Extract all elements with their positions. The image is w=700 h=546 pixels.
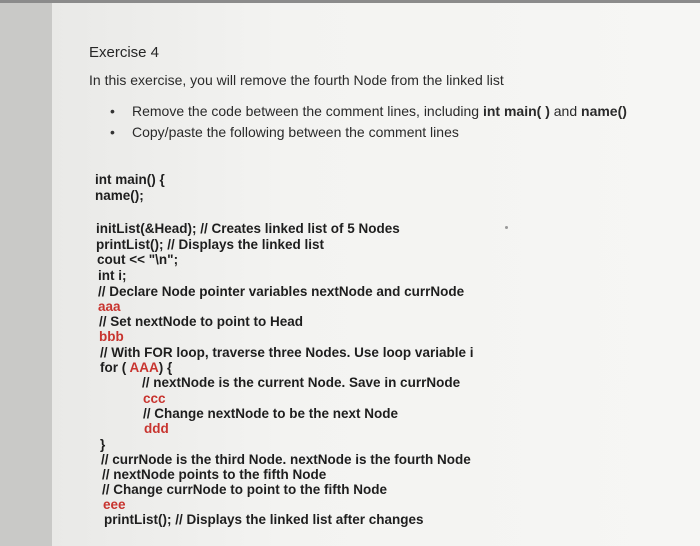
exercise-heading: Exercise 4	[89, 44, 160, 61]
code-placeholder-ccc: ccc	[143, 391, 166, 406]
instruction-keyword-name: name()	[581, 103, 627, 119]
code-line: // nextNode is the current Node. Save in currNode	[142, 375, 461, 390]
code-placeholder-bbb: bbb	[99, 329, 124, 344]
instruction-keyword-main: int main( )	[482, 103, 550, 119]
code-placeholder-eee: eee	[103, 497, 126, 512]
code-line-for	[100, 360, 172, 375]
code-line: printList(); // Displays the linked list after changes	[104, 512, 424, 527]
instruction-item-copy	[110, 122, 627, 143]
code-line: cout << "\n";	[97, 252, 179, 267]
code-for-close: ) {	[158, 360, 173, 375]
code-line: name();	[95, 188, 144, 203]
code-line: initList(&Head); // Creates linked list of 5 Nodes	[96, 221, 400, 236]
code-line: // Change nextNode to be the next Node	[143, 406, 399, 421]
code-line-close-brace: }	[100, 437, 106, 452]
instruction-item-remove	[110, 101, 627, 122]
code-line: // With FOR loop, traverse three Nodes. Use loop variable i	[100, 345, 474, 360]
code-line: printList(); // Displays the linked list	[96, 237, 325, 252]
code-placeholder-ddd: ddd	[144, 421, 169, 436]
code-line: // Declare Node pointer variables nextNode and currNode	[98, 284, 465, 299]
code-placeholder-aaa: aaa	[98, 299, 121, 314]
instruction-text: Copy/paste the following between the comment lines	[132, 124, 459, 140]
top-divider	[0, 0, 700, 3]
code-line: // nextNode points to the fifth Node	[102, 467, 327, 482]
code-line: int main() {	[95, 172, 165, 187]
code-line: int i;	[98, 268, 127, 283]
code-line: // Set nextNode to point to Head	[99, 314, 304, 329]
instruction-text: Remove the code between the comment lines, including	[132, 103, 483, 119]
code-line: // currNode is the third Node. nextNode is the fourth Node	[101, 452, 471, 467]
instruction-text-and: and	[549, 103, 582, 119]
code-for-keyword: for (	[100, 360, 130, 375]
exercise-intro: In this exercise, you will remove the fourth Node from the linked list	[89, 72, 504, 88]
instruction-list	[110, 101, 627, 143]
code-placeholder-AAA: AAA	[129, 360, 159, 375]
code-line: // Change currNode to point to the fifth Node	[102, 482, 387, 497]
page-speck	[505, 226, 508, 229]
